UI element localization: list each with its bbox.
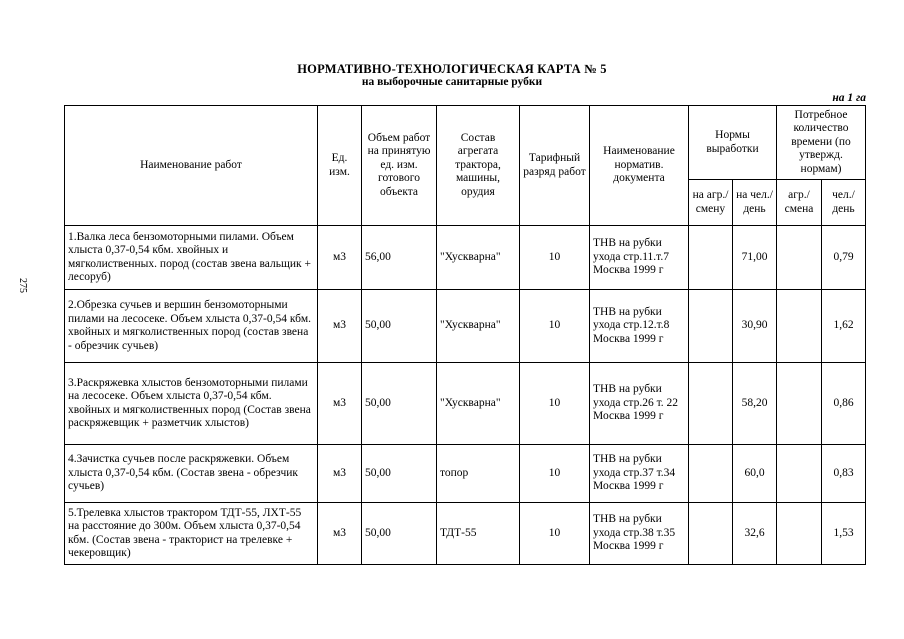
cell-norm-person: 30,90 [733,290,777,363]
cell-tariff: 10 [520,503,590,565]
unit-note: на 1 га [832,92,866,104]
cell-volume: 56,00 [362,226,437,290]
cell-norm-person: 32,6 [733,503,777,565]
norms-table [64,105,866,565]
header-time-person: чел./ день [822,180,866,226]
header-time-agg: агр./ смена [777,180,822,226]
cell-unit: м3 [318,290,362,363]
cell-document: ТНВ на рубки ухода стр.37 т.34 Москва 1999 г [590,445,689,503]
table-row [65,290,866,363]
cell-norm-person: 60,0 [733,445,777,503]
cell-aggregate: ТДТ-55 [437,503,520,565]
header-document: Наименование норматив. документа [590,106,689,226]
cell-time-agg [777,226,822,290]
cell-work: 3.Раскряжевка хлыстов бензомоторными пилами на лесосеке. Объем хлыста 0,37-0,54 кбм. хвойных и мягколиственных пород (Состав звена раскряжевщик + разметчик хлыстов) [65,363,318,445]
header-volume: Объем работ на принятую ед. изм. готового объекта [362,106,437,226]
cell-time-person: 1,53 [822,503,866,565]
cell-tariff: 10 [520,290,590,363]
cell-document: ТНВ на рубки ухода стр.12.т.8 Москва 1999 г [590,290,689,363]
cell-norm-agg [689,290,733,363]
cell-norm-agg [689,503,733,565]
cell-aggregate: топор [437,445,520,503]
header-norms: Нормы выработки [689,106,777,180]
cell-time-agg [777,503,822,565]
cell-volume: 50,00 [362,445,437,503]
cell-document: ТНВ на рубки ухода стр.26 т. 22 Москва 1999 г [590,363,689,445]
cell-time-person: 1,62 [822,290,866,363]
table-row [65,363,866,445]
header-unit: Ед. изм. [318,106,362,226]
document-subtitle: на выборочные санитарные рубки [361,76,543,88]
cell-unit: м3 [318,363,362,445]
header-row-top [65,106,866,180]
cell-document: ТНВ на рубки ухода стр.11.т.7 Москва 1999 г [590,226,689,290]
cell-unit: м3 [318,226,362,290]
cell-work: 2.Обрезка сучьев и вершин бензомоторными пилами на лесосеке. Объем хлыста 0,37-0,54 кбм. хвойных и мягколиственных пород (состав звена - обрезчик сучьев) [65,290,318,363]
table-row [65,503,866,565]
cell-unit: м3 [318,503,362,565]
cell-norm-person: 71,00 [733,226,777,290]
header-norms-person: на чел./ день [733,180,777,226]
header-aggregate: Состав агрегата трактора, машины, орудия [437,106,520,226]
cell-work: 1.Валка леса бензомоторными пилами. Объем хлыста 0,37-0,54 кбм. хвойных и мягколиственных. пород (состав звена вальщик + лесоруб) [65,226,318,290]
page-number: 275 [17,278,28,293]
cell-tariff: 10 [520,445,590,503]
cell-unit: м3 [318,445,362,503]
header-tariff: Тарифный разряд работ [520,106,590,226]
cell-volume: 50,00 [362,363,437,445]
table-row [65,226,866,290]
cell-work: 5.Трелевка хлыстов трактором ТДТ-55, ЛХТ-55 на расстояние до 300м. Объем хлыста 0,37-0,54 кбм. (Состав звена - тракторист на трелевке + чекеровщик) [65,503,318,565]
cell-time-person: 0,86 [822,363,866,445]
cell-volume: 50,00 [362,290,437,363]
cell-tariff: 10 [520,226,590,290]
header-work-name: Наименование работ [65,106,318,226]
cell-aggregate: "Хускварна" [437,226,520,290]
cell-time-person: 0,79 [822,226,866,290]
cell-tariff: 10 [520,363,590,445]
cell-work: 4.Зачистка сучьев после раскряжевки. Объем хлыста 0,37-0,54 кбм. (Состав звена - обрезчик сучьев) [65,445,318,503]
document-title: НОРМАТИВНО-ТЕХНОЛОГИЧЕСКАЯ КАРТА № 5 [297,62,607,76]
cell-time-agg [777,445,822,503]
cell-time-agg [777,290,822,363]
cell-time-agg [777,363,822,445]
header-time: Потребное количество времени (по утвержд. нормам) [777,106,866,180]
cell-norm-agg [689,445,733,503]
cell-norm-agg [689,226,733,290]
table-row [65,445,866,503]
cell-volume: 50,00 [362,503,437,565]
cell-time-person: 0,83 [822,445,866,503]
cell-aggregate: "Хускварна" [437,290,520,363]
cell-document: ТНВ на рубки ухода стр.38 т.35 Москва 1999 г [590,503,689,565]
cell-norm-person: 58,20 [733,363,777,445]
header-norms-agg: на агр./ смену [689,180,733,226]
cell-aggregate: "Хускварна" [437,363,520,445]
cell-norm-agg [689,363,733,445]
